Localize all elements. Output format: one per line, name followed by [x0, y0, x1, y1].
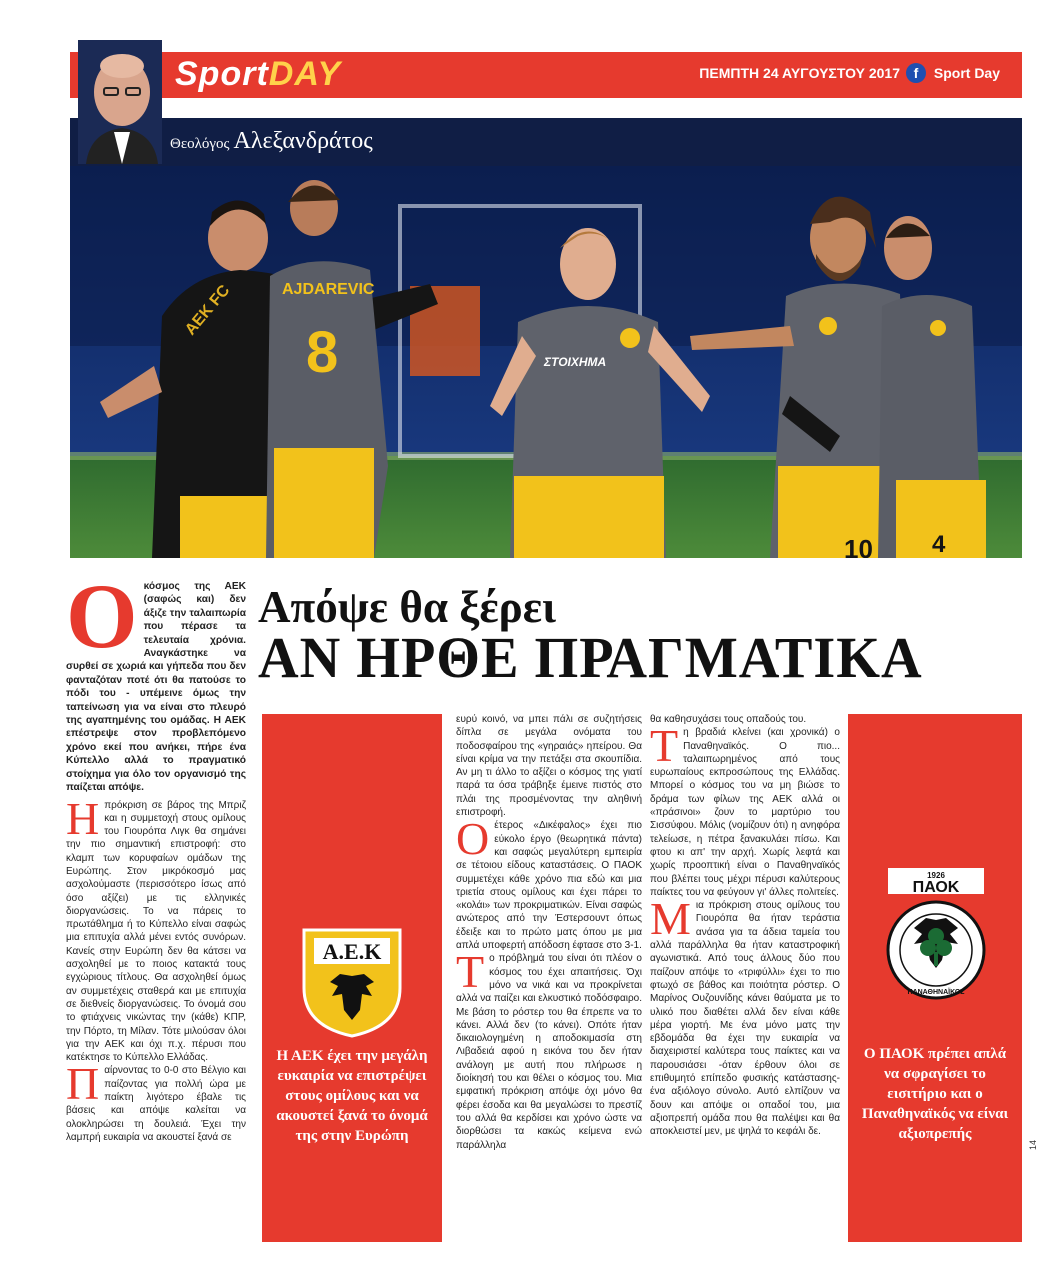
paok-badge-name: ΠΑΟΚ [912, 879, 960, 896]
paok-callout-text: Ο ΠΑΟΚ πρέπει απλά να σφραγίσει το εισιτήριο και ο Παναθηναϊκός να είναι αξιοπρεπής [861, 1046, 1009, 1142]
sportday-logo: SportDAY [175, 55, 342, 93]
page-number: 14 [1028, 1139, 1039, 1151]
club-text: AEK FC [182, 282, 234, 339]
intro-dropcap: Ο [66, 565, 138, 667]
paok-badge [884, 864, 988, 1006]
svg-text:10: 10 [844, 534, 873, 558]
facebook-icon: f [906, 63, 926, 83]
headline-line-2: ΑΝ ΗΡΘΕ ΠΡΑΓΜΑΤΙΚΑ [258, 625, 923, 690]
byline-bar [70, 118, 1022, 166]
paok-badge-year: 1926 [927, 871, 945, 880]
aek-badge-text: Α.Ε.Κ [322, 939, 382, 964]
article-column-1 [66, 565, 246, 1144]
article-paragraph: Ηπρόκριση σε βάρος της Μπριζ και η συμμετοχή στους ομίλους του Γιουρόπα Λιγκ θα σημάνει την πιο σημαντική επιστροφή: στο κλαμπ των κορυφαίων ομάδων της Ευρώπης. Στον μικρόκοσμό μας ασχολούμαστε (περισσότερο ίσως από όσο αξίζει) με τις ελληνικές διοργανώσεις. Το να πάρεις το πρωτάθλημα ή το Κύπελλο είναι σαφώς μια επιτυχία αλλά μένει εντός συνόρων. Κανείς στην Ευρώπη δεν θα κάτσει να ασχοληθεί με το ποιος κατακτά τους εγχώριους τίτλους. Θα ασχοληθεί όμως αν συμμετέχεις σταθερά και με επιτυχία σε διεθνείς διοργανώσεις. Το όνομά σου το φτιάχνεις νικώντας την (κάθε) ΚΠΡ, την Πόρτο, τη Μίλαν. Τότε μιλούσαν όλοι για την ΑΕΚ και όχι π.χ. πέρυσι που κατέκτησε το Κύπελλο Ελλάδας. [66, 792, 246, 1064]
headline-line-1: Απόψε θα ξέρει [258, 581, 557, 632]
match-photo [70, 166, 1022, 558]
article-paragraph: Παίρνοντας το 0-0 στο Βέλγιο και παίζοντας για πολλή ώρα με παίκτη λιγότερο έβαλε τις βάσεις και απόψε καλείται να ολοκληρώσει τη δουλειά. Έχει την λαμπρή ευκαιρία να ακουστεί ξανά σε [66, 1058, 246, 1143]
article-paragraph: Τη βραδιά κλείνει (και χρονικά) ο Παναθηναϊκός. Ο πιο... ταλαιπωρημένος από τους ευρωπαίους εκπροσώπους της Ελλάδας. Μπορεί ο κόσμος του να μη βιώσε το δράμα των φίλων της ΑΕΚ αλλά οι «πράσινοι» ζουν το μαρτύριο του Σισσύφου. Μόλις (νομίζουν ότι) η ανηφόρα τελείωσε, η πέτρα ξανακυλάει πίσω. Και φτου κι απ' την αρχή. Χωρίς λεφτά και χωρίς προοπτική είναι ο Παναθηναϊκός που βλέπει τους μέχρι πέρυσι καλύτερους παίκτες του να φεύγουν γι' άλλες πολιτείες. [650, 720, 840, 898]
sponsor-text: ΣΤΟΙΧΗΜΑ [544, 355, 607, 369]
svg-text:4: 4 [932, 531, 946, 558]
article-column-3 [650, 713, 840, 1139]
shirt-name: AJDAREVIC [282, 281, 375, 298]
article-paragraph: Μια πρόκριση στους ομίλους του Γιουρόπα θα ήταν τεράστια ανάσα για τα άδεια ταμεία του αλλά παράλληλα θα ήταν καταστροφική αγωνιστικά. Από τους άλλους δύο που παίζουν απόψε το «τριφύλλι» έχει το πιο φτωχό σε βάθος και ποιότητα ρόστερ. Ο Μαρίνος Ουζουνίδης κάνει θαύματα με το υλικό που διαθέτει αλλά δεν είναι κάθε μέρα γιορτή. Με ένα μόνο ματς την εβδομάδα θα έχει την ευκαιρία να διαχειριστεί καλύτερα τους παίκτες και να παρουσιάσει -όταν έρθουν όλοι σε επιθυμητό επίπεδο φυσικής κατάστασης- ένα αξιόλογο σύνολο. Αυτό ελπίζουν να δουν και απόψε οι οπαδοί του, μια αξιοπρεπή ομάδα που θα παλέψει και θα αποκλειστεί μεν, με ψηλά το κεφάλι δε. [650, 893, 840, 1138]
author-photo [78, 40, 162, 164]
aek-callout-text: Η ΑΕΚ έχει την μεγάλη ευκαιρία να επιστρέψει στους ομίλους και να ακουστεί ξανά το όνομά της στην Ευρώπη [276, 1048, 428, 1144]
article-paragraph: ευρύ κοινό, να μπει πάλι σε συζητήσεις δίπλα σε μεγάλα ονόματα του ποδοσφαίρου της «γηραιάς» ηπείρου. Θα είναι κρίμα να την πετάξει στα σκουπίδια. Αν μη τι άλλο το αξίζει ο κόσμος της γιατί παρά τα όσα τράβηξε έμεινε πιστός στο πλάι της προσμένοντας την αληθινή επιστροφή. [456, 714, 642, 819]
facebook-label: Sport Day [933, 65, 1000, 81]
article-paragraph: Οέτερος «Δικέφαλος» έχει πιο εύκολο έργο (θεωρητικά πάντα) και σαφώς μεγαλύτερη εμπειρία σε τέτοιου είδους καταστάσεις. Ο ΠΑΟΚ συμμετέχει κάθε χρόνο πια εδώ και μια τριετία στους ομίλους και έχει πάρει το «κολάι» των προκριματικών. Είναι σαφώς ανώτερος από την Έστερσουντ όπως έδειξε και το πρώτο ματς όπου με μια απλά υποφερτή απόδοση έφτασε στο 3-1. [456, 813, 642, 952]
svg-text:8: 8 [306, 320, 339, 385]
article-paragraph: Το πρόβλημά του είναι ότι πλέον ο κόσμος του έχει απαιτήσεις. Όχι μόνο να νικά και να προκρίνεται αλλά να παίζει και ελκυστικό ποδόσφαιρο. Με βάση το ρόστερ του θα έπρεπε να το κάνει. Αλλά δεν (το κάνει). Οπότε ήταν δικαιολογημένη η αποδοκιμασία στη Λιβαδειά αφού η εικόνα του δεν ήταν ανάλογη με αυτή που πλήρωσε η διοίκησή του και θέλει ο κόσμος του. Μια εμφατική πρόκριση απόψε όχι μόνο θα φέρει έσοδα και θα μεγαλώσει το πρεστίζ του αλλά θα κερδίσει και χρόνο ώστε να διορθώσει τα κακώς κείμενα ενώ παράλληλα [456, 946, 642, 1151]
aek-badge [300, 926, 404, 1038]
issue-date: ΠΕΜΠΤΗ 24 ΑΥΓΟΥΣΤΟΥ 2017 [699, 65, 900, 81]
article-intro: Οκόσμος της ΑΕΚ (σαφώς και) δεν άξιζε την ταλαιπωρία που πέρασε τα τελευταία χρόνια. Αναγκάστηκε να συρθεί σε χωριά και γήπεδα που δεν φανταζόταν ποτέ ότι θα πατούσε το πόδι του - υπέμεινε όμως την ταπείνωση για να είναι στο πλευρό της αγαπημένης του ομάδας. Η ΑΕΚ επέστρεψε στον προβλεπόμενο χρόνο εκεί που ανήκει, πήρε ένα Κύπελλο αλλά το πραγματικό στοίχημα για όλο τον οργανισμό της παίζεται απόψε. [66, 565, 246, 794]
paok-callout [848, 714, 1022, 1242]
header-bar [70, 52, 1022, 98]
paok-badge-ring: ΠΑΝΑΘΗΝΑΪΚΟΣ [907, 989, 965, 996]
article-paragraph: θα καθησυχάσει τους οπαδούς του. [650, 714, 807, 725]
aek-callout [262, 714, 442, 1242]
author-name: Θεολόγος Αλεξανδράτος [170, 128, 373, 154]
article-column-2 [456, 713, 642, 1152]
